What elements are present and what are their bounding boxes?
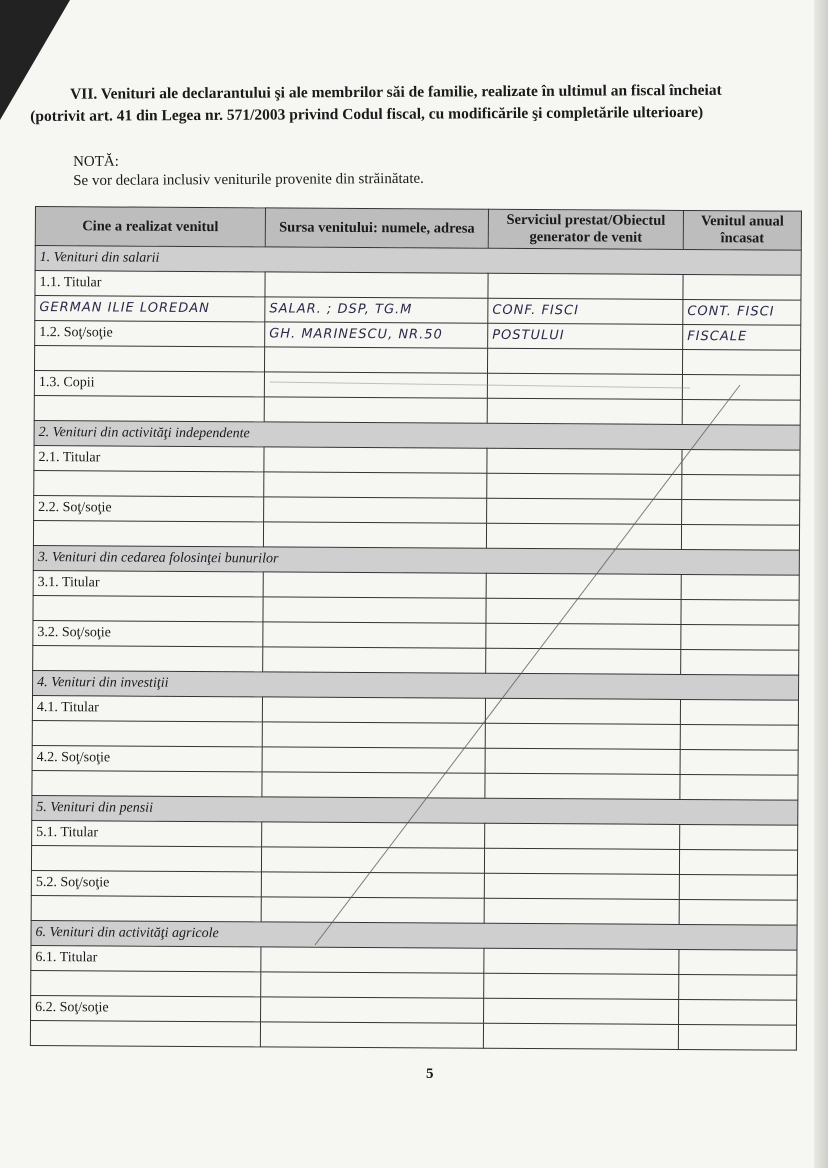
form-cell[interactable] [681, 599, 799, 625]
section-title: 6. Venituri din activităţi agricole [31, 920, 797, 950]
form-cell[interactable] [484, 973, 679, 999]
form-cell[interactable] [261, 947, 484, 973]
form-cell[interactable] [486, 648, 681, 674]
row-label-cell[interactable] [31, 995, 261, 1021]
row-label: 2.1. Titular [38, 450, 101, 466]
form-cell[interactable] [262, 822, 485, 848]
section-title: 1. Venituri din salarii [35, 246, 801, 276]
note-block [73, 151, 424, 191]
handwritten-entry: CONT. FISCI [687, 303, 775, 320]
row-label-cell[interactable] [31, 945, 261, 971]
section-heading [30, 79, 810, 128]
form-cell[interactable] [31, 895, 261, 921]
header-source: Sursa venitului: numele, adresa [265, 208, 488, 248]
section-title: 5. Venituri din pensii [32, 795, 798, 825]
form-cell[interactable] [682, 374, 800, 400]
form-cell[interactable] [34, 395, 264, 421]
form-cell[interactable] [263, 622, 486, 648]
row-label-cell[interactable] [31, 870, 261, 896]
form-cell[interactable] [262, 772, 485, 798]
row-label: 1.3. Copii [38, 375, 95, 391]
row-label-cell[interactable] [32, 745, 262, 771]
row-label-cell[interactable] [34, 371, 264, 397]
form-cell[interactable] [262, 747, 485, 773]
section-title: 4. Venituri din investiţii [33, 670, 799, 700]
row-label: 4.1. Titular [36, 700, 99, 716]
form-cell[interactable] [262, 722, 485, 748]
form-cell[interactable] [488, 273, 683, 299]
form-cell[interactable] [681, 574, 799, 600]
form-cell[interactable] [264, 347, 487, 373]
form-cell[interactable] [488, 298, 683, 324]
form-cell[interactable] [485, 723, 680, 749]
handwritten-entry: FISCALE [687, 328, 748, 345]
form-cell[interactable] [261, 997, 484, 1023]
form-cell[interactable] [681, 624, 799, 650]
form-cell[interactable] [31, 970, 261, 996]
form-cell[interactable] [483, 1023, 678, 1049]
form-cell[interactable] [680, 724, 798, 750]
row-label-cell[interactable] [34, 495, 264, 521]
form-cell[interactable] [679, 999, 797, 1025]
form-cell[interactable] [33, 520, 263, 546]
row-label: 6.2. Soţ/soţie [35, 1000, 109, 1016]
form-cell[interactable] [264, 397, 487, 423]
form-cell[interactable] [680, 699, 798, 725]
row-label-cell[interactable] [35, 321, 265, 347]
form-cell[interactable] [682, 449, 800, 475]
form-cell[interactable] [683, 324, 801, 350]
form-cell[interactable] [34, 346, 264, 372]
form-cell[interactable] [32, 720, 262, 746]
row-label-cell[interactable] [33, 570, 263, 596]
income-table [30, 206, 802, 1051]
section-title: 3. Venituri din cedarea folosinţei bunurilor [33, 545, 799, 575]
form-cell[interactable] [485, 748, 680, 774]
row-label-cell[interactable] [32, 820, 262, 846]
form-cell[interactable] [487, 473, 682, 499]
scan-page-edge [814, 0, 828, 1168]
row-label: 3.1. Titular [37, 575, 100, 591]
form-cell[interactable] [261, 897, 484, 923]
form-cell[interactable] [682, 474, 800, 500]
form-cell[interactable] [34, 470, 264, 496]
row-label: 5.1. Titular [36, 825, 99, 841]
form-cell[interactable] [678, 1024, 796, 1050]
form-cell[interactable] [265, 322, 488, 348]
form-cell[interactable] [265, 297, 488, 323]
form-cell[interactable] [264, 372, 487, 398]
row-label: 1.2. Soţ/soţie [39, 325, 113, 341]
form-cell[interactable] [679, 949, 797, 975]
form-cell[interactable] [485, 773, 680, 799]
form-cell[interactable] [488, 323, 683, 349]
form-cell[interactable] [484, 948, 679, 974]
form-cell[interactable] [683, 274, 801, 300]
form-cell[interactable] [683, 299, 801, 325]
form-cell[interactable] [680, 749, 798, 775]
form-cell[interactable] [261, 847, 484, 873]
heading-line-1: VII. Venituri ale declarantului şi ale membrilor săi de familie, realizate în ultimul an fiscal încheiat [70, 81, 722, 103]
form-cell[interactable] [487, 348, 682, 374]
form-cell[interactable] [679, 849, 797, 875]
row-label: 5.2. Soţ/soţie [35, 875, 110, 891]
form-cell[interactable] [682, 499, 800, 525]
row-label: 6.1. Titular [35, 950, 98, 966]
form-cell[interactable] [680, 774, 798, 800]
row-label-cell[interactable] [32, 695, 262, 721]
form-cell[interactable] [485, 823, 680, 849]
header-annual-income: Venitul anual încasat [683, 210, 801, 250]
handwritten-entry: GH. MARINESCU, NR.50 [269, 326, 443, 343]
handwritten-entry: POSTULUI [492, 327, 565, 344]
form-cell[interactable] [30, 1020, 260, 1046]
row-label-cell[interactable] [35, 271, 265, 297]
form-cell[interactable] [484, 873, 679, 899]
row-label: 2.2. Soţ/soţie [38, 500, 112, 516]
note-text: Se vor declara inclusiv veniturile provenite din străinătate. [73, 170, 424, 189]
form-cell[interactable] [680, 824, 798, 850]
form-cell[interactable] [33, 645, 263, 671]
form-cell[interactable] [262, 697, 485, 723]
table-row [30, 1020, 796, 1050]
form-cell[interactable] [486, 573, 681, 599]
form-cell[interactable] [679, 899, 797, 925]
form-cell[interactable] [681, 524, 799, 550]
form-cell[interactable] [260, 1022, 483, 1048]
row-label: 3.2. Soţ/soţie [37, 625, 111, 641]
form-cell[interactable] [484, 848, 679, 874]
form-cell[interactable] [487, 373, 682, 399]
form-cell[interactable] [487, 498, 682, 524]
form-cell[interactable] [31, 845, 261, 871]
form-cell[interactable] [486, 523, 681, 549]
row-label-cell[interactable] [34, 445, 264, 471]
form-cell[interactable] [486, 623, 681, 649]
form-cell[interactable] [264, 497, 487, 523]
note-title: NOTĂ: [73, 153, 119, 170]
form-cell[interactable] [263, 647, 486, 673]
row-label: 1.1. Titular [39, 275, 102, 291]
form-cell[interactable] [32, 770, 262, 796]
section-title: 2. Venituri din activităţi independente [34, 420, 800, 450]
form-cell[interactable] [682, 349, 800, 375]
form-cell[interactable] [487, 448, 682, 474]
form-cell[interactable] [264, 472, 487, 498]
form-cell[interactable] [261, 872, 484, 898]
form-cell[interactable] [484, 998, 679, 1024]
header-who: Cine a realizat venitul [35, 207, 265, 247]
form-cell[interactable] [484, 898, 679, 924]
form-cell[interactable] [264, 447, 487, 473]
table-header-row [35, 207, 801, 251]
form-cell[interactable] [263, 522, 486, 548]
form-cell[interactable] [682, 399, 800, 425]
handwritten-entry: CONF. FISCI [492, 302, 579, 319]
form-cell[interactable] [679, 874, 797, 900]
form-cell[interactable] [485, 698, 680, 724]
header-service: Serviciul prestat/Obiectul generator de venit [488, 209, 683, 249]
page-number: 5 [426, 1066, 434, 1082]
form-cell[interactable] [263, 572, 486, 598]
row-label: 4.2. Soţ/soţie [36, 750, 111, 766]
form-cell[interactable] [681, 649, 799, 675]
form-cell[interactable] [265, 272, 488, 298]
form-cell[interactable] [679, 974, 797, 1000]
form-cell[interactable] [486, 598, 681, 624]
handwritten-entry: SALAR. ; DSP, TG.M [269, 301, 413, 318]
form-cell[interactable] [35, 296, 265, 322]
handwritten-entry: GERMAN ILIE LOREDAN [39, 300, 210, 317]
form-cell[interactable] [33, 595, 263, 621]
heading-line-2: (potrivit art. 41 din Legea nr. 571/2003 privind Codul fiscal, cu modificările şi completările ulterioare) [30, 103, 704, 125]
form-cell[interactable] [263, 597, 486, 623]
form-cell[interactable] [261, 972, 484, 998]
form-cell[interactable] [487, 398, 682, 424]
row-label-cell[interactable] [33, 620, 263, 646]
